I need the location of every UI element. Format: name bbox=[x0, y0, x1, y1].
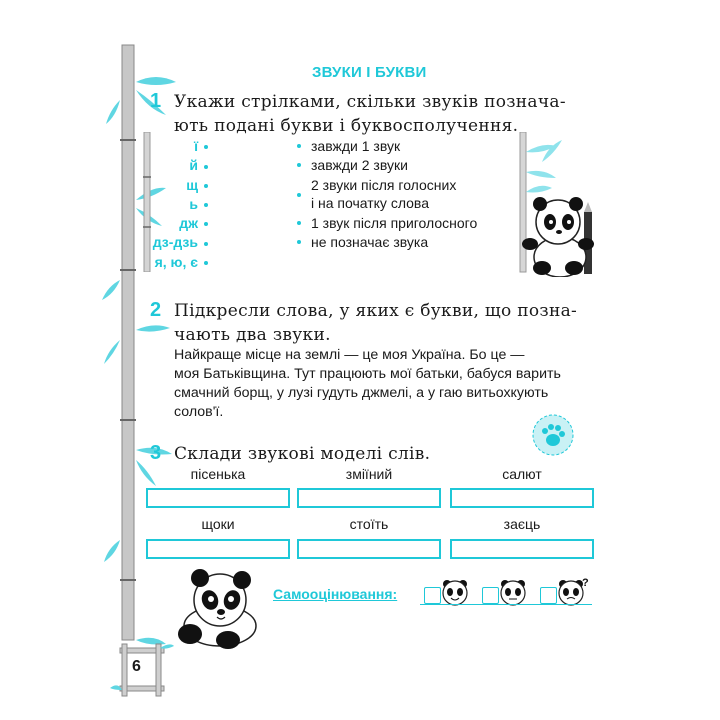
letter-item[interactable]: я, ю, є bbox=[118, 253, 208, 272]
task-2-line-2: чають два звуки. bbox=[174, 325, 331, 345]
self-assessment-checkbox[interactable] bbox=[424, 587, 441, 604]
panda-illustration bbox=[168, 568, 268, 650]
task-1-instruction bbox=[174, 90, 594, 138]
sound-model-box[interactable] bbox=[297, 539, 441, 559]
task-3-instruction: Склади звукові моделі слів. bbox=[174, 444, 431, 464]
self-assessment-checkbox[interactable] bbox=[482, 587, 499, 604]
letter-item[interactable]: дж bbox=[118, 214, 208, 233]
task-1-line-2: ють подані букви і буквосполучення. bbox=[174, 116, 519, 136]
letter-item[interactable]: й bbox=[118, 156, 208, 175]
option-item[interactable]: завжди 2 звуки bbox=[311, 157, 408, 173]
word-label: зміїний bbox=[345, 466, 393, 482]
page-title: ЗВУКИ І БУКВИ bbox=[312, 64, 427, 81]
sound-model-box[interactable] bbox=[297, 488, 441, 508]
letter-item[interactable]: дз-дзь bbox=[118, 233, 208, 252]
option-item[interactable]: 2 звуки після голосних bbox=[311, 177, 456, 193]
paragraph-line: Найкраще місце на землі — це моя Україна. Бо це — bbox=[174, 347, 525, 363]
task-number-2: 2 bbox=[150, 299, 162, 321]
letter-item[interactable]: ь bbox=[118, 195, 208, 214]
letter-item[interactable]: щ bbox=[118, 176, 208, 195]
panda-with-pencil-illustration bbox=[512, 132, 607, 277]
sound-model-box[interactable] bbox=[146, 488, 290, 508]
word-label: заєць bbox=[503, 516, 541, 532]
paragraph-line: смачний борщ, у лузі гудуть джмелі, а у гаю витьохкують bbox=[174, 385, 549, 401]
task-2-line-1: Підкресли слова, у яких є букви, що позна- bbox=[174, 301, 578, 321]
task-number-3: 3 bbox=[150, 442, 162, 464]
word-label: стоїть bbox=[349, 516, 389, 532]
self-assessment-underline bbox=[420, 604, 592, 605]
task-1-line-1: Укажи стрілками, скільки звуків познача- bbox=[174, 92, 566, 112]
letters-column bbox=[118, 137, 208, 272]
option-item[interactable]: не позначає звука bbox=[311, 234, 428, 250]
letter-item[interactable]: ї bbox=[118, 137, 208, 156]
word-label: салют bbox=[502, 466, 542, 482]
page-number: 6 bbox=[132, 658, 141, 675]
page-number-frame bbox=[110, 640, 174, 700]
option-item[interactable]: завжди 1 звук bbox=[311, 138, 400, 154]
self-assessment-checkbox[interactable] bbox=[540, 587, 557, 604]
option-item[interactable]: 1 звук після приголосного bbox=[311, 215, 477, 231]
sound-model-box[interactable] bbox=[450, 539, 594, 559]
sound-model-box[interactable] bbox=[450, 488, 594, 508]
svg-text:?: ? bbox=[582, 577, 589, 589]
word-label: пісенька bbox=[190, 466, 246, 482]
self-assessment-label: Самооцінювання: bbox=[273, 586, 398, 602]
sound-model-box[interactable] bbox=[146, 539, 290, 559]
task-number-1: 1 bbox=[150, 90, 162, 112]
task-2-instruction bbox=[174, 299, 594, 347]
word-label: щоки bbox=[201, 516, 235, 532]
paragraph-line: солов'ї. bbox=[174, 404, 224, 420]
paragraph-line: моя Батьківщина. Тут працюють мої батьки, бабуся варить bbox=[174, 366, 561, 382]
option-item-continuation: і на початку слова bbox=[311, 195, 430, 211]
options-column bbox=[311, 138, 521, 263]
